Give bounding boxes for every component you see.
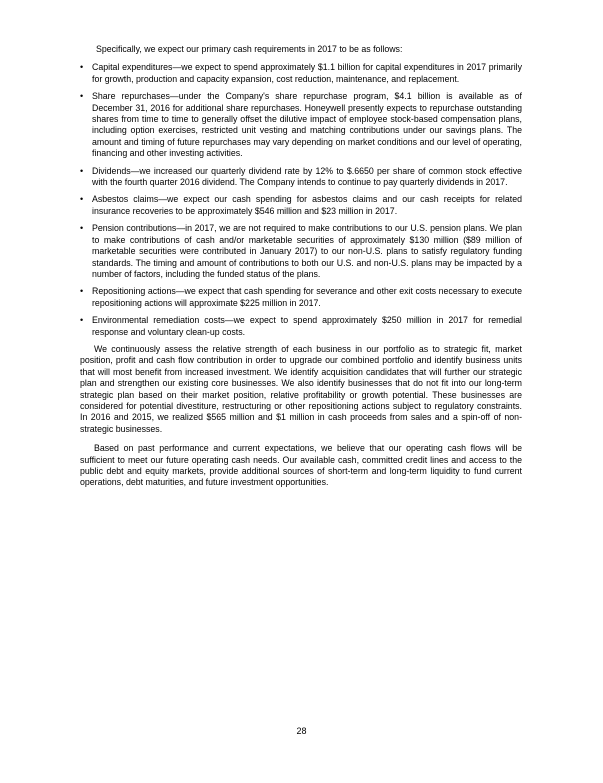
list-item-capital-expenditures [80, 62, 522, 85]
cash-requirements-list [80, 62, 522, 338]
bullet-icon: • [80, 91, 84, 102]
list-item-environmental-remediation [80, 315, 522, 338]
liquidity-paragraph: Based on past performance and current expectations, we believe that our operating cash flows will be sufficient to meet our future operating cash needs. Our available cash, committed credit lines and access to the public debt and equity markets, provide additional sources of short-term and long-term liquidity to fund current operations, debt maturities, and future investment opportunities. [80, 443, 522, 488]
list-item-asbestos-claims [80, 194, 522, 217]
bullet-icon: • [80, 286, 84, 297]
list-item-text: Repositioning actions—we expect that cash spending for severance and other exit costs necessary to execute repositioning actions will approximate $225 million in 2017. [92, 286, 522, 308]
bullet-icon: • [80, 194, 84, 205]
bullet-icon: • [80, 223, 84, 234]
bullet-icon: • [80, 315, 84, 326]
intro-paragraph: Specifically, we expect our primary cash requirements in 2017 to be as follows: [96, 44, 403, 54]
list-item-text: Share repurchases—under the Company's share repurchase program, $4.1 billion is available as of December 31, 2016 for additional share repurchases. Honeywell presently expects to repurchase outstanding shares from time to time to generally offset the dilutive impact of employee stock-based compensation plans, including option exercises, restricted unit vesting and matching contributions under our savings plans. The amount and timing of future repurchases may vary depending on market conditions and our level of operating, financing and other investing activities. [92, 91, 522, 159]
list-item-text: Asbestos claims—we expect our cash spending for asbestos claims and our cash receipts for related insurance recoveries to be approximately $546 million and $23 million in 2017. [92, 194, 522, 216]
list-item-share-repurchases [80, 91, 522, 159]
bullet-icon: • [80, 62, 84, 73]
list-item-dividends [80, 166, 522, 189]
bullet-icon: • [80, 165, 84, 176]
page-number: 28 [296, 726, 307, 736]
document-body [80, 44, 522, 497]
list-item-repositioning-actions [80, 286, 522, 309]
list-item-text: Capital expenditures—we expect to spend approximately $1.1 billion for capital expenditures in 2017 primarily for growth, production and capacity expansion, cost reduction, maintenance, and replacement. [92, 62, 522, 84]
list-item-text: Dividends—we increased our quarterly dividend rate by 12% to $.6650 per share of common stock effective with the fourth quarter 2016 dividend. The Company intends to continue to pay quarterly dividends in 2017. [92, 165, 522, 188]
list-item-text: Pension contributions—in 2017, we are not required to make contributions to our U.S. pension plans. We plan to make contributions of cash and/or marketable securities of approximately $130 million ($89 million of marketable securities were contributed in January 2017) to our non-U.S. plans to satisfy regulatory funding standards. The timing and amount of contributions to both our U.S. and non-U.S. plans may be impacted by a number of factors, including the funded status of the plans. [92, 223, 522, 279]
portfolio-assessment-paragraph: We continuously assess the relative strength of each business in our portfolio as to strategic fit, market position, profit and cash flow contribution in order to upgrade our combined portfolio and identify business units that will most benefit from increased investment. We identify acquisition candidates that will further our strategic plan and strengthen our existing core businesses. We also identify businesses that do not fit into our long-term strategic plan based on their market position, relative profitability or growth potential. These businesses are considered for potential divestiture, restructuring or other repositioning actions subject to regulatory constraints. In 2016 and 2015, we realized $565 million and $1 million in cash proceeds from sales and a spin-off of non-strategic businesses. [80, 343, 522, 434]
list-item-pension-contributions [80, 223, 522, 280]
list-item-text: Environmental remediation costs—we expect to spend approximately $250 million in 2017 for remedial response and voluntary clean-up costs. [92, 315, 522, 337]
